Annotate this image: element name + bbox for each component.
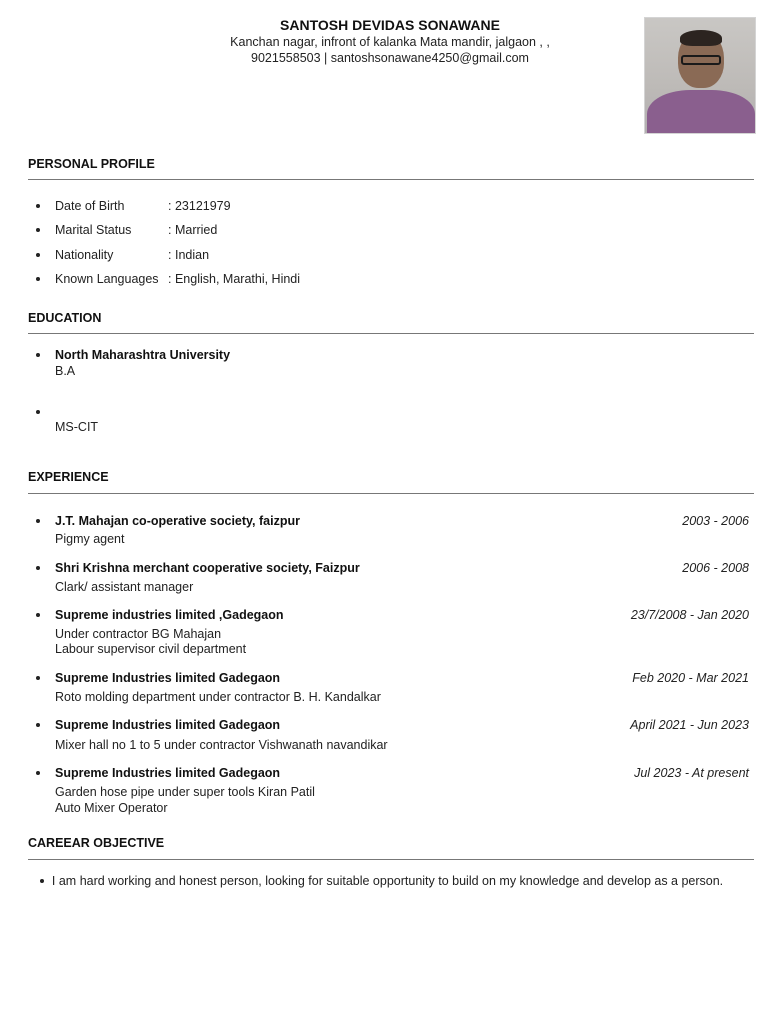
experience-role: Garden hose pipe under super tools Kiran Patil — [55, 785, 315, 799]
profile-value: Married — [174, 223, 218, 237]
experience-dates: 23/7/2008 - Jan 2020 — [630, 608, 749, 622]
experience-company: Supreme Industries limited Gadegaon — [55, 718, 281, 732]
candidate-name: SANTOSH DEVIDAS SONAWANE — [280, 17, 500, 33]
contact-info: 9021558503 | santoshsonawane4250@gmail.com — [251, 51, 529, 65]
experience-role: Under contractor BG Mahajan — [55, 627, 222, 641]
objective-text — [38, 873, 728, 889]
experience-dates: 2003 - 2006 — [682, 514, 749, 528]
profile-sep: : — [168, 248, 172, 262]
profile-value: English, Marathi, Hindi — [174, 272, 301, 286]
profile-row-dob — [55, 198, 231, 214]
bullet-icon — [36, 353, 40, 357]
profile-label: Date of Birth — [55, 199, 125, 213]
experience-company: Supreme Industries limited Gadegaon — [55, 671, 281, 685]
profile-value: 23121979 — [174, 199, 231, 213]
objective-body: I am hard working and honest person, looking for suitable opportunity to build on my knowledge and develop as a person. — [51, 874, 724, 888]
experience-company: Supreme industries limited ,Gadegaon — [55, 608, 284, 622]
section-divider — [28, 859, 754, 860]
profile-label: Marital Status — [55, 223, 132, 237]
profile-row-languages — [55, 271, 300, 287]
resume-header — [150, 16, 630, 66]
objective-heading: CAREEAR OBJECTIVE — [28, 836, 165, 850]
section-divider — [28, 493, 754, 494]
experience-role: Labour supervisor civil department — [55, 642, 247, 656]
profile-sep: : — [168, 272, 172, 286]
bullet-icon — [36, 410, 40, 414]
profile-photo — [644, 17, 756, 134]
bullet-icon — [36, 566, 40, 570]
profile-sep: : — [168, 199, 172, 213]
experience-company: J.T. Mahajan co-operative society, faizpur — [55, 514, 300, 528]
section-divider — [28, 333, 754, 334]
bullet-icon — [36, 519, 40, 523]
bullet-icon — [36, 613, 40, 617]
profile-sep: : — [168, 223, 172, 237]
experience-role: Clark/ assistant manager — [55, 580, 194, 594]
bullet-icon — [36, 676, 40, 680]
bullet-icon — [36, 228, 40, 232]
bullet-icon — [36, 277, 40, 281]
experience-dates: Jul 2023 - At present — [634, 766, 749, 780]
profile-label: Known Languages — [55, 272, 159, 286]
education-degree: MS-CIT — [55, 420, 99, 434]
experience-dates: April 2021 - Jun 2023 — [630, 718, 749, 732]
experience-role: Auto Mixer Operator — [55, 801, 168, 815]
personal-profile-heading: PERSONAL PROFILE — [28, 157, 155, 171]
bullet-icon — [36, 204, 40, 208]
bullet-icon — [36, 771, 40, 775]
experience-company: Shri Krishna merchant cooperative society, Faizpur — [55, 561, 360, 575]
section-divider — [28, 179, 754, 180]
experience-role: Roto molding department under contractor B. H. Kandalkar — [55, 690, 381, 704]
profile-row-nationality — [55, 247, 209, 263]
profile-value: Indian — [174, 248, 210, 262]
experience-company: Supreme Industries limited Gadegaon — [55, 766, 281, 780]
experience-role: Pigmy agent — [55, 532, 125, 546]
experience-dates: 2006 - 2008 — [682, 561, 749, 575]
education-heading: EDUCATION — [28, 311, 102, 325]
bullet-icon — [36, 253, 40, 257]
education-institution: North Maharashtra University — [55, 348, 231, 362]
profile-label: Nationality — [55, 248, 114, 262]
profile-row-marital — [55, 222, 217, 238]
experience-dates: Feb 2020 - Mar 2021 — [632, 671, 749, 685]
address: Kanchan nagar, infront of kalanka Mata mandir, jalgaon , , — [230, 35, 550, 49]
bullet-icon — [36, 723, 40, 727]
education-degree: B.A — [55, 364, 76, 378]
experience-role: Mixer hall no 1 to 5 under contractor Vishwanath navandikar — [55, 738, 388, 752]
experience-heading: EXPERIENCE — [28, 470, 109, 484]
